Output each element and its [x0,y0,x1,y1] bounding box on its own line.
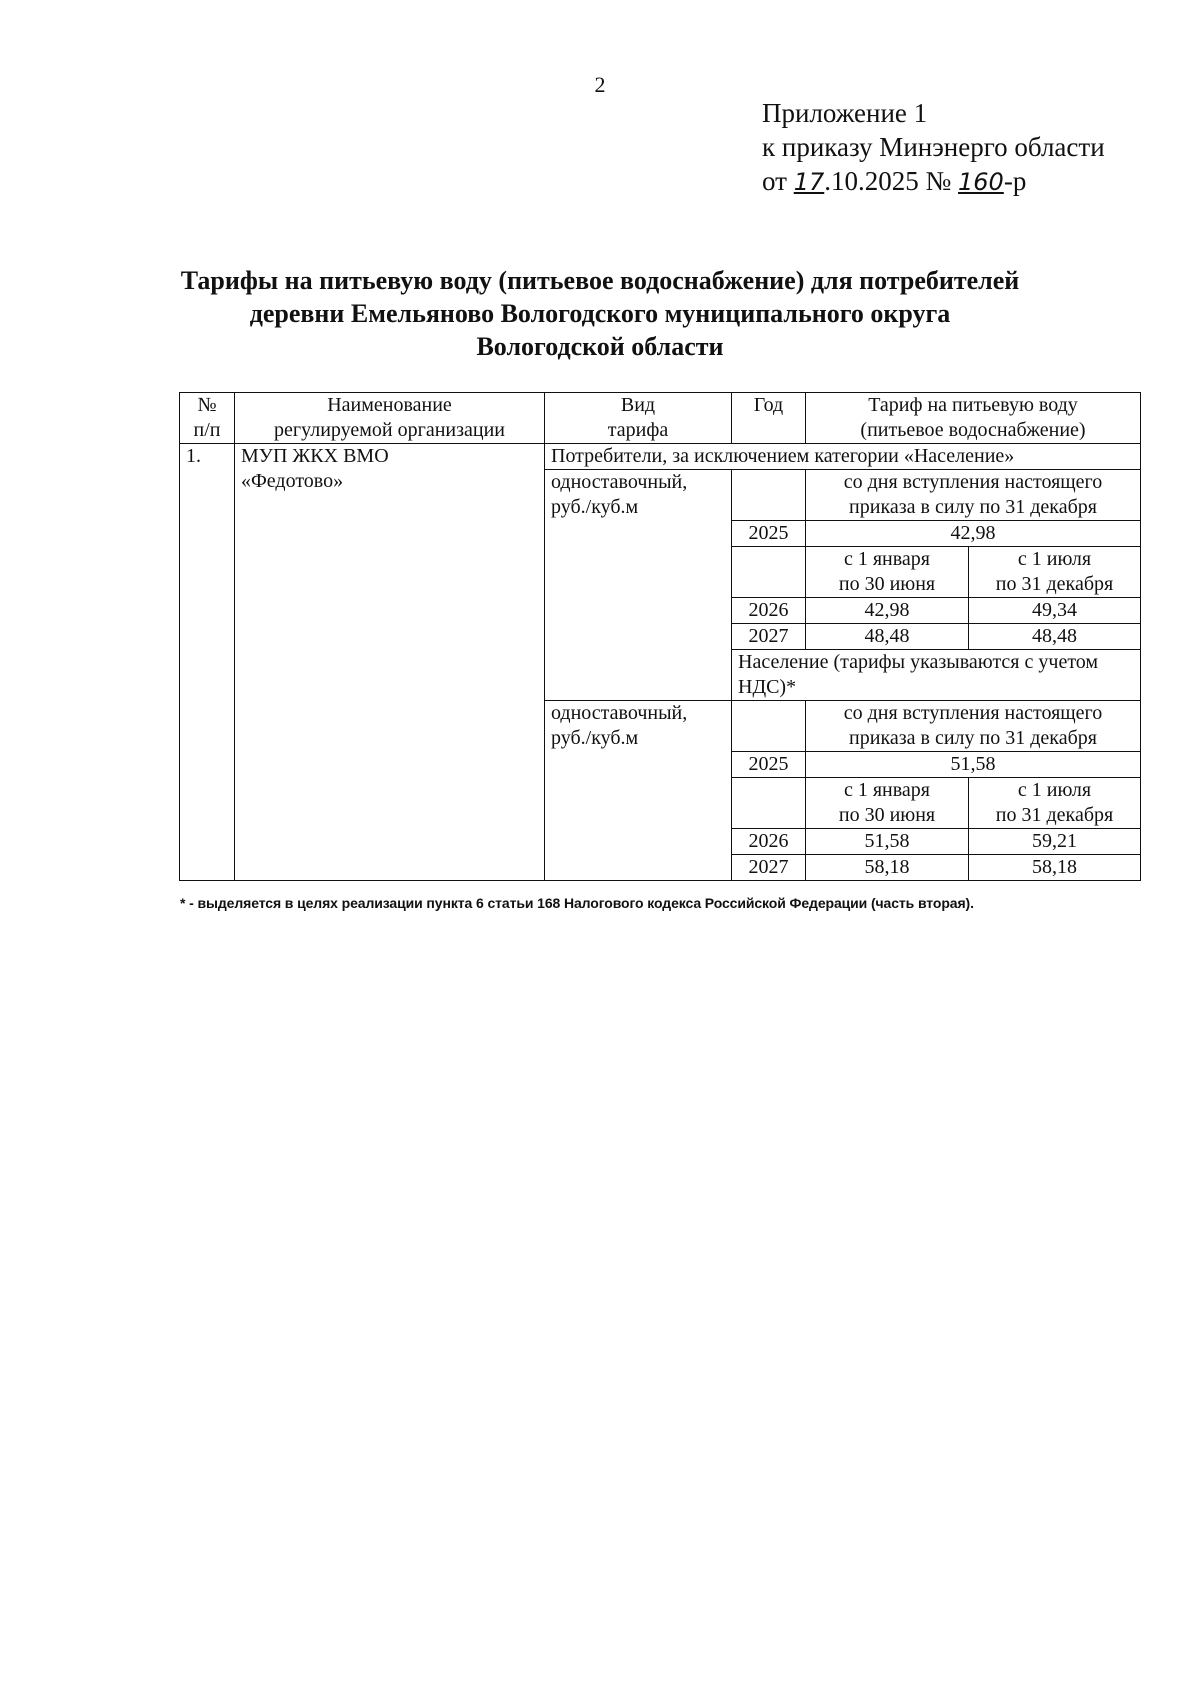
tariff-type: одноставочный, руб./куб.м [545,701,732,881]
section-heading: Потребители, за исключением категории «Население» [545,444,1141,470]
year-cell: 2025 [732,752,806,778]
title-line-3: Вологодской области [476,332,724,361]
section-heading: Население (тарифы указываются с учетом НДС)* [732,650,1141,701]
period-half-1: с 1 января по 30 июня [806,778,969,829]
header-num: № п/п [180,393,235,444]
tariff-value: 49,34 [969,598,1141,624]
tariff-table [179,392,1141,881]
handwritten-day: 17 [793,168,825,196]
tariff-value: 42,98 [806,521,1141,547]
year-cell: 2026 [732,829,806,855]
footnote: * - выделяется в целях реализации пункта 6 статьи 168 Налогового кодекса Российской Федерации (часть вторая). [180,895,974,911]
year-cell: 2027 [732,855,806,881]
org-name: МУП ЖКХ ВМО «Федотово» [235,444,545,881]
date-prefix: от [762,166,787,196]
tariff-type: одноставочный, руб./куб.м [545,470,732,701]
tariff-value: 51,58 [806,829,969,855]
tariff-value: 58,18 [969,855,1141,881]
appendix-block [762,96,1105,199]
tariff-value: 58,18 [806,855,969,881]
year-cell: 2025 [732,521,806,547]
tariff-value: 59,21 [969,829,1141,855]
appendix-order-ref: к приказу Минэнерго области [762,132,1105,162]
table-row [180,444,1141,470]
tariff-value: 42,98 [806,598,969,624]
header-tariff: Тариф на питьевую воду (питьевое водоснабжение) [806,393,1141,444]
row-number: 1. [180,444,235,881]
document-title [100,264,1100,363]
header-type: Вид тарифа [545,393,732,444]
period-half-2: с 1 июля по 31 декабря [969,778,1141,829]
period-half-2: с 1 июля по 31 декабря [969,547,1141,598]
period-full: со дня вступления настоящего приказа в силу по 31 декабря [806,470,1141,521]
page-number: 2 [594,72,606,97]
tariff-value: 51,58 [806,752,1141,778]
header-year: Год [732,393,806,444]
header-org: Наименование регулируемой организации [235,393,545,444]
period-full: со дня вступления настоящего приказа в силу по 31 декабря [806,701,1141,752]
year-cell: 2026 [732,598,806,624]
handwritten-order-number: 160 [958,168,1004,196]
appendix-date-line [762,164,1105,199]
title-line-1: Тарифы на питьевую воду (питьевое водоснабжение) для потребителей [180,266,1020,295]
date-rest: .10.2025 № [824,166,952,196]
period-half-1: с 1 января по 30 июня [806,547,969,598]
tariff-value: 48,48 [806,624,969,650]
order-suffix: -р [1003,166,1027,196]
year-cell: 2027 [732,624,806,650]
tariff-value: 48,48 [969,624,1141,650]
table-header-row [180,393,1141,444]
appendix-title: Приложение 1 [762,98,928,128]
title-line-2: деревни Емельяново Вологодского муниципального округа [249,299,951,328]
